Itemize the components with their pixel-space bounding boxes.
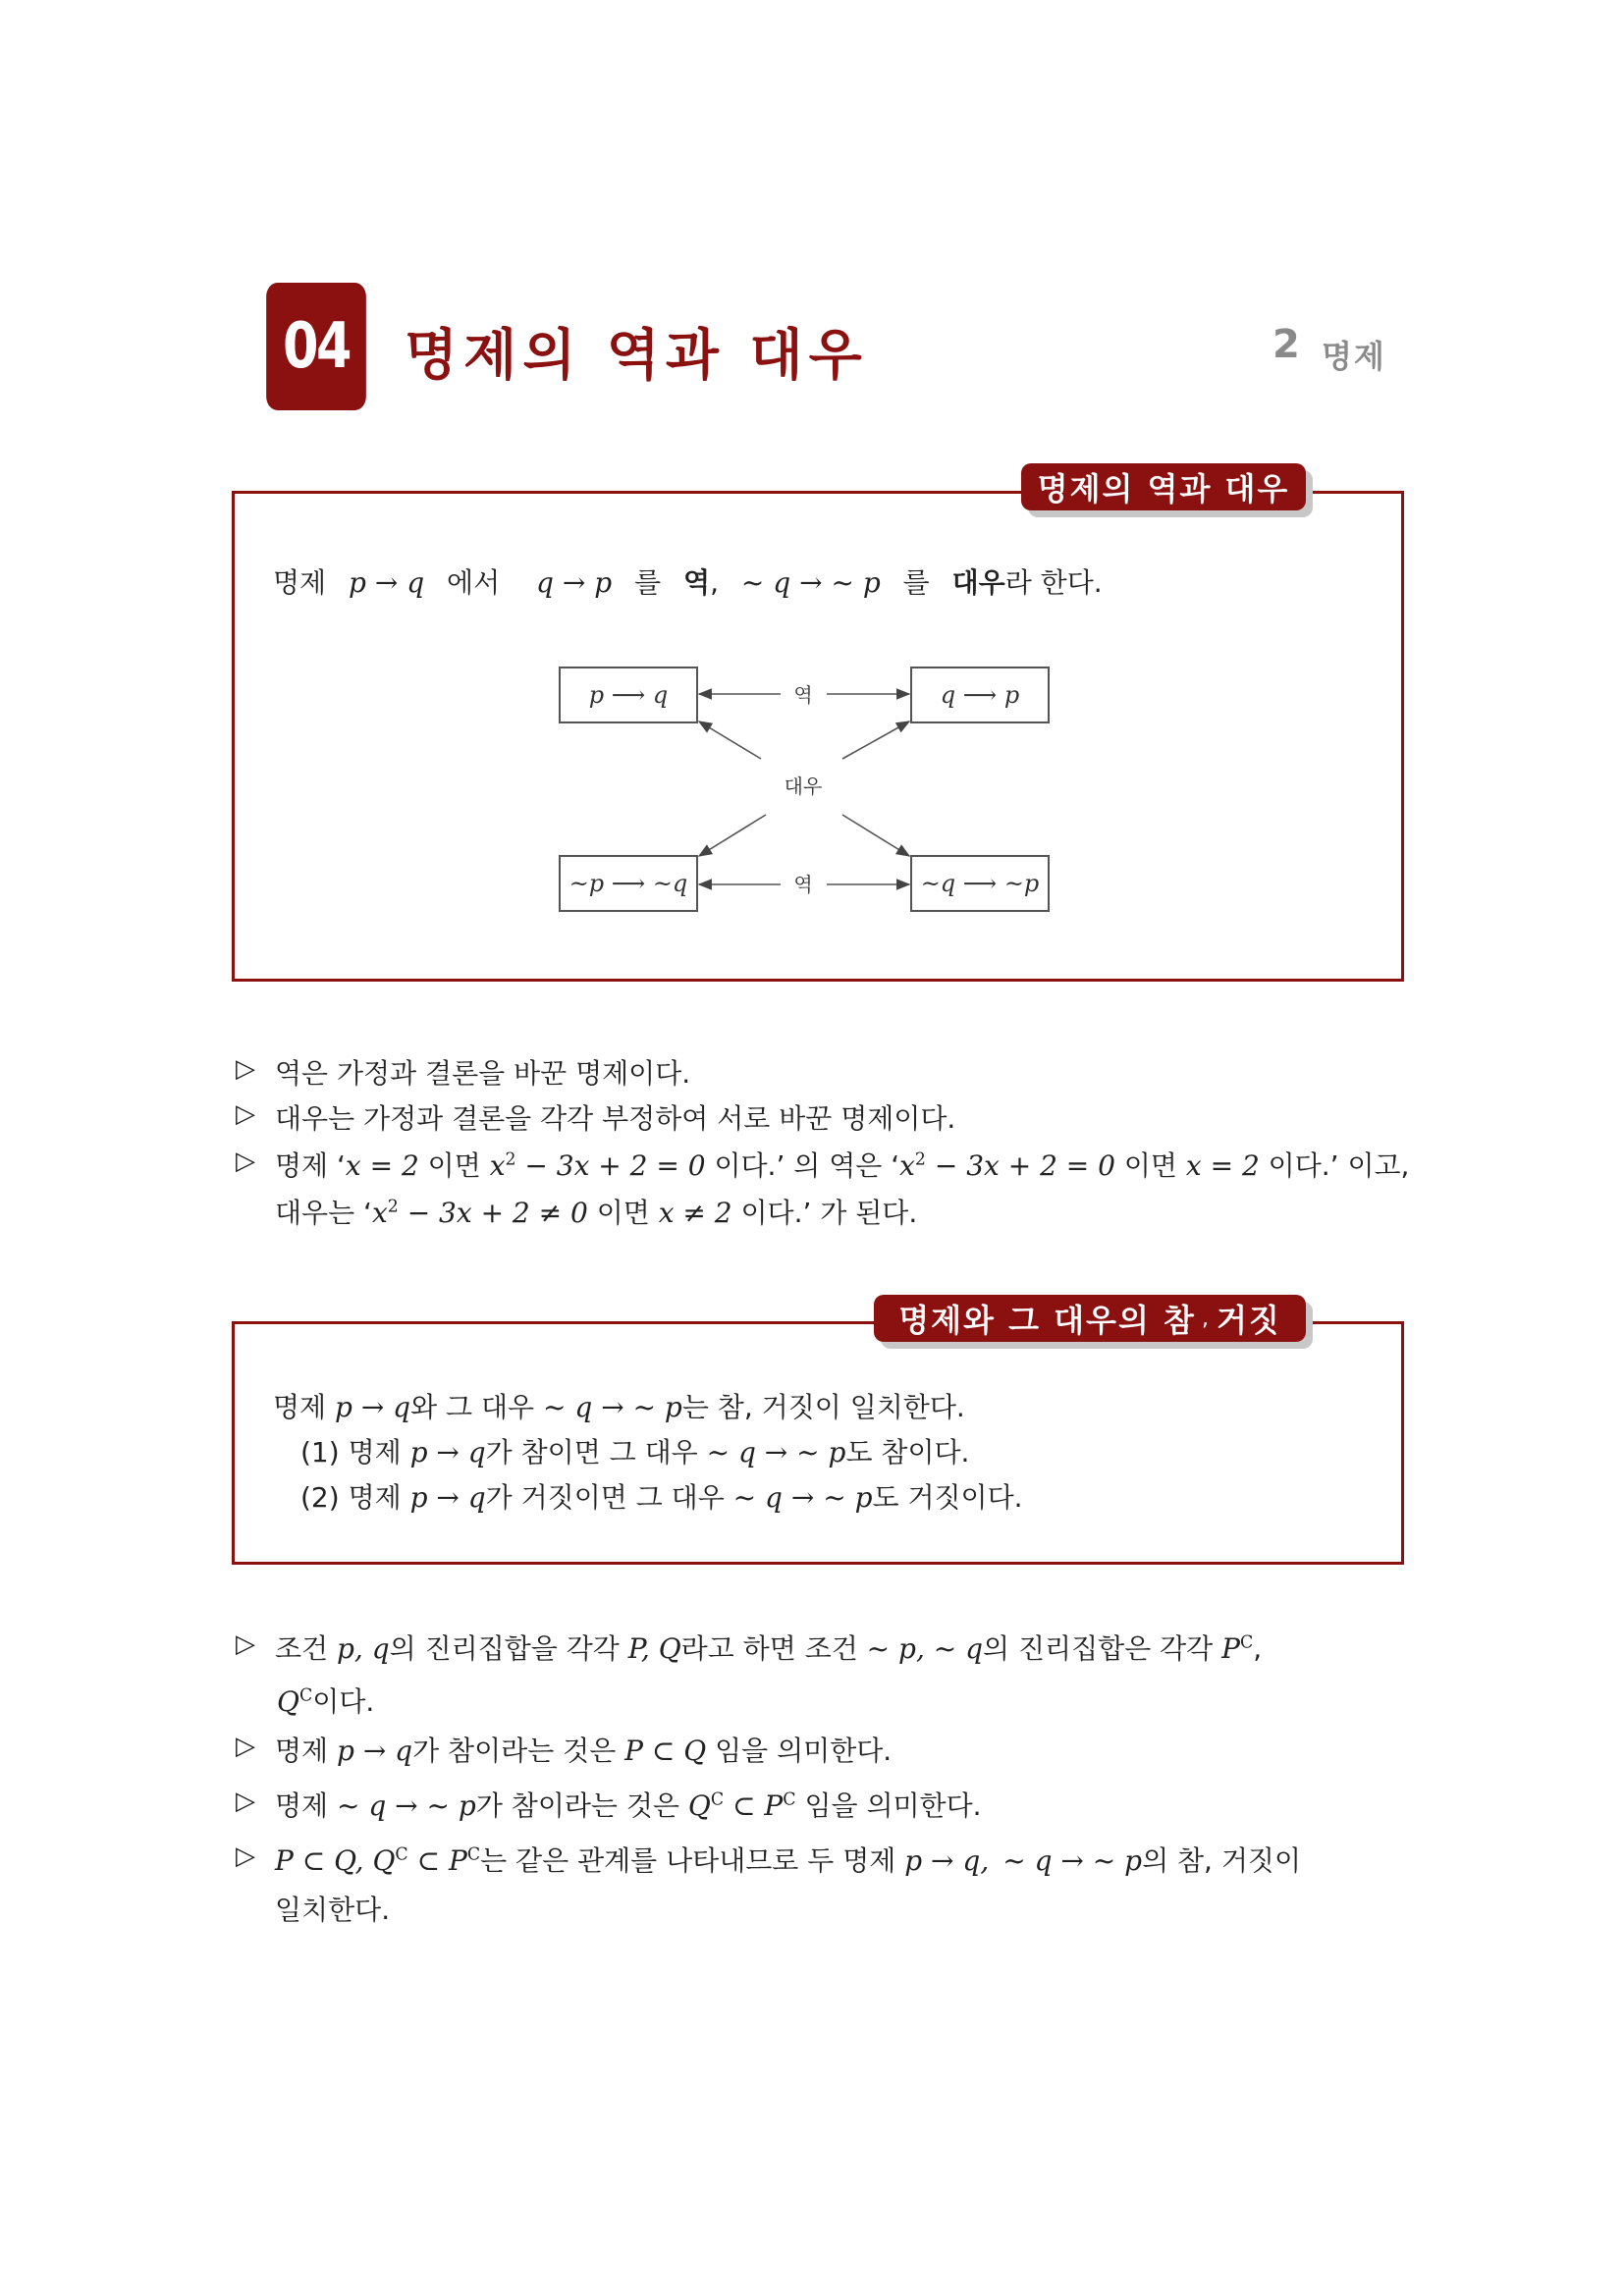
b-sup: C bbox=[1239, 1632, 1254, 1653]
b-math: p, q bbox=[337, 1632, 390, 1665]
ex-text: 이다.’ 이고, bbox=[1259, 1149, 1410, 1182]
diagram-label-notq-to-notp: ~q ⟶ ~p bbox=[920, 870, 1040, 897]
b-math: ~ q → ~ p bbox=[1002, 1844, 1143, 1877]
ex-text: 이다.’ 가 된다. bbox=[731, 1197, 918, 1229]
theorem-line-case-1 bbox=[300, 1431, 969, 1470]
diagram-converse-label-bottom: 역 bbox=[793, 873, 813, 896]
def-math: ~ q → ~ p bbox=[740, 566, 881, 599]
th-text: 도 참이다. bbox=[845, 1436, 970, 1468]
bullet-equivalence-continued: 일치한다. bbox=[275, 1894, 391, 1926]
ex-text: 이면 bbox=[418, 1149, 490, 1182]
th-text: 도 거짓이다. bbox=[872, 1481, 1023, 1514]
b-text: 가 참이라는 것은 bbox=[475, 1789, 688, 1822]
b-math: p → q, bbox=[904, 1844, 990, 1877]
bullet-example bbox=[275, 1145, 1409, 1184]
def-text: 에서 bbox=[447, 566, 501, 599]
b-sup: C bbox=[783, 1789, 796, 1810]
b-math: p → q bbox=[337, 1735, 413, 1767]
bullet-contrapositive-meaning: 대우는 가정과 결론을 각각 부정하여 서로 바꾼 명제이다. bbox=[275, 1102, 956, 1135]
arrow-contra-lower-left bbox=[699, 815, 766, 856]
th-math: ~ q → ~ p bbox=[543, 1391, 682, 1423]
box-tab-label: 거짓 bbox=[1216, 1302, 1281, 1339]
b-text: 이다. bbox=[312, 1685, 375, 1718]
ex-text: 이다.’ 의 역은 ‘ bbox=[705, 1149, 900, 1182]
box-tab-sep: , bbox=[1201, 1306, 1211, 1331]
b-sup: C bbox=[395, 1844, 408, 1865]
page-title: 명제의 역과 대우 bbox=[405, 324, 868, 388]
box-tab-label: 명제의 역과 대우 bbox=[1037, 470, 1290, 507]
b-math: ⊂ P bbox=[724, 1789, 784, 1822]
th-text: 는 참, 거짓이 일치한다. bbox=[681, 1391, 965, 1423]
ex-math: x = 2 bbox=[345, 1149, 419, 1182]
th-text: 와 그 대우 bbox=[410, 1391, 544, 1423]
b-text: 의 진리집합은 각각 bbox=[983, 1632, 1222, 1665]
ex-math: x bbox=[899, 1149, 915, 1182]
chapter-number: 2 bbox=[1272, 322, 1300, 367]
b-text: 의 진리집합을 각각 bbox=[389, 1632, 628, 1665]
bullet-triangle-icon: ▷ bbox=[236, 1099, 255, 1129]
box-tab-label: 명제와 그 대우의 참 bbox=[898, 1302, 1196, 1339]
b-math: P bbox=[1221, 1632, 1240, 1665]
b-sup: C bbox=[710, 1789, 725, 1810]
th-math: p → q bbox=[409, 1436, 486, 1468]
b-sup: C bbox=[466, 1844, 481, 1865]
arrow-contra-lower-right bbox=[842, 815, 909, 856]
diagram-label-notp-to-notq: ~p ⟶ ~q bbox=[568, 870, 688, 897]
b-text: , bbox=[1253, 1632, 1263, 1665]
b-sup: C bbox=[298, 1685, 313, 1706]
bullet-example-continued bbox=[275, 1192, 917, 1231]
ex-math: x bbox=[489, 1149, 506, 1182]
th-text: 가 참이면 그 대우 bbox=[485, 1436, 707, 1468]
box-tab-truth-contrapositive bbox=[874, 1295, 1306, 1342]
bullet-equivalence bbox=[275, 1840, 1301, 1879]
def-text: 라 한다. bbox=[1004, 566, 1103, 599]
ex-math: x = 2 bbox=[1185, 1149, 1260, 1182]
th-math: p → q bbox=[409, 1481, 486, 1514]
bullet-triangle-icon: ▷ bbox=[236, 1629, 255, 1659]
arrow-contra-upper-left bbox=[699, 721, 761, 759]
b-math: ⊂ P bbox=[407, 1844, 467, 1877]
theorem-line bbox=[273, 1386, 965, 1425]
b-math: Q bbox=[277, 1685, 299, 1718]
th-text: 가 거짓이면 그 대우 bbox=[485, 1481, 733, 1514]
theorem-line-case-2 bbox=[300, 1476, 1023, 1516]
th-text: (1) 명제 bbox=[300, 1436, 410, 1468]
b-math: P ⊂ Q bbox=[624, 1735, 707, 1767]
section-number: 04 bbox=[282, 310, 351, 383]
bullet-triangle-icon: ▷ bbox=[236, 1054, 255, 1084]
diagram-converse-label-top: 역 bbox=[793, 683, 813, 707]
bullet-triangle-icon: ▷ bbox=[236, 1842, 255, 1871]
b-math: ~ q → ~ p bbox=[337, 1789, 476, 1822]
bullet-triangle-icon: ▷ bbox=[236, 1732, 255, 1761]
th-text: (2) 명제 bbox=[300, 1481, 410, 1514]
b-text: 조건 bbox=[275, 1632, 337, 1665]
bullet-truth-sets-continued bbox=[277, 1681, 374, 1720]
def-math: p → q bbox=[349, 566, 425, 599]
ex-text: 이면 bbox=[1114, 1149, 1186, 1182]
bullet-contrapositive-subset bbox=[275, 1785, 982, 1824]
bullet-truth-sets bbox=[275, 1628, 1262, 1667]
ex-text: 이면 bbox=[587, 1197, 659, 1229]
diagram-contrapositive-label: 대우 bbox=[784, 774, 823, 798]
def-bold-converse: 역 bbox=[683, 566, 711, 599]
th-math: p → q bbox=[335, 1391, 411, 1423]
ex-math: − 3x + 2 = 0 bbox=[515, 1149, 706, 1182]
b-text: 명제 bbox=[275, 1789, 337, 1822]
b-math: Q bbox=[687, 1789, 711, 1822]
def-math: q → p bbox=[536, 566, 613, 599]
th-math: ~ q → ~ p bbox=[706, 1436, 846, 1468]
chapter-title: 명제 bbox=[1322, 338, 1386, 375]
def-text: 를 bbox=[634, 566, 662, 599]
diagram-label-p-to-q: p ⟶ q bbox=[588, 681, 669, 709]
ex-math: − 3x + 2 = 0 bbox=[925, 1149, 1115, 1182]
b-text: 라고 하면 조건 bbox=[680, 1632, 867, 1665]
bullet-triangle-icon: ▷ bbox=[236, 1787, 255, 1816]
arrow-contra-upper-right bbox=[842, 721, 909, 759]
th-text: 명제 bbox=[273, 1391, 335, 1423]
ex-text: 대우는 ‘ bbox=[275, 1197, 372, 1229]
def-text: , bbox=[710, 566, 719, 599]
ex-sup: 2 bbox=[387, 1197, 399, 1217]
b-text: 가 참이라는 것은 bbox=[412, 1735, 625, 1767]
b-text: 는 같은 관계를 나타내므로 두 명제 bbox=[480, 1844, 905, 1877]
def-bold-contrapositive: 대우 bbox=[951, 566, 1005, 599]
ex-sup: 2 bbox=[914, 1149, 926, 1170]
ex-sup: 2 bbox=[505, 1149, 516, 1170]
ex-math: − 3x + 2 ≠ 0 bbox=[398, 1197, 588, 1229]
b-text: 의 참, 거짓이 bbox=[1142, 1844, 1302, 1877]
bullet-p-to-q-subset bbox=[275, 1730, 892, 1769]
b-text: 임을 의미한다. bbox=[795, 1789, 982, 1822]
b-math: ~ p, ~ q bbox=[866, 1632, 984, 1665]
bullet-converse-meaning: 역은 가정과 결론을 바꾼 명제이다. bbox=[275, 1057, 691, 1090]
diagram-label-q-to-p: q ⟶ p bbox=[940, 681, 1020, 709]
ex-math: x ≠ 2 bbox=[658, 1197, 732, 1229]
def-text: 를 bbox=[902, 566, 930, 599]
def-text: 명제 bbox=[273, 566, 327, 599]
th-math: ~ q → ~ p bbox=[732, 1481, 873, 1514]
b-math: P, Q bbox=[627, 1632, 681, 1665]
ex-text: 명제 ‘ bbox=[275, 1149, 346, 1182]
b-text: 명제 bbox=[275, 1735, 337, 1767]
b-text: 임을 의미한다. bbox=[706, 1735, 893, 1767]
bullet-triangle-icon: ▷ bbox=[236, 1147, 255, 1176]
ex-math: x bbox=[371, 1197, 388, 1229]
b-math: P ⊂ Q, Q bbox=[275, 1844, 396, 1877]
